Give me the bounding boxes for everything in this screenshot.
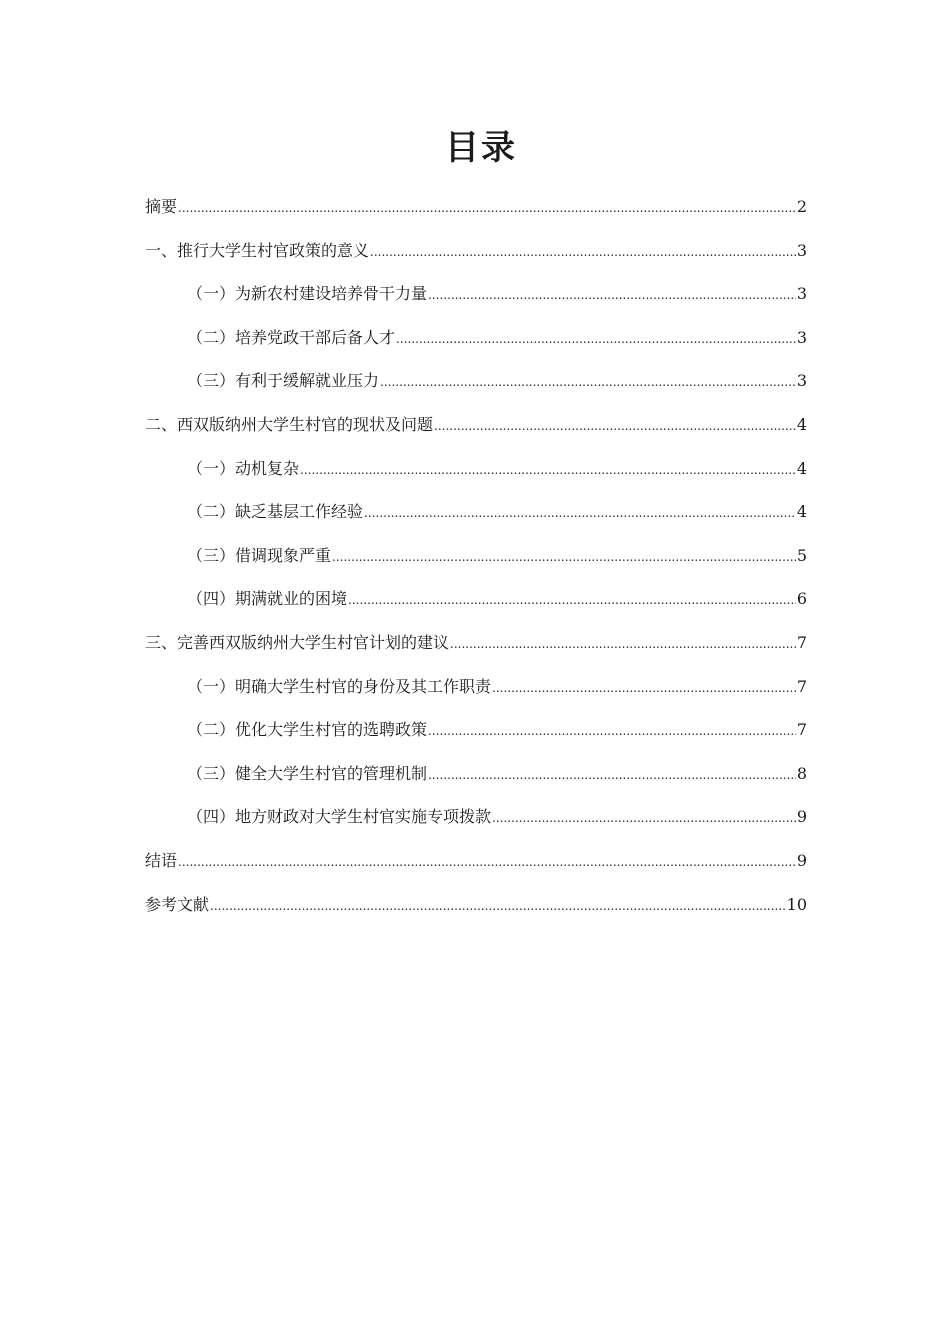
toc-page-number: 5 [796, 545, 807, 565]
toc-page-number: 4 [796, 414, 807, 434]
toc-page-number: 3 [796, 327, 807, 347]
toc-page-number: 4 [796, 458, 807, 478]
toc-page-number: 4 [796, 502, 807, 522]
toc-page-number: 3 [796, 284, 807, 304]
toc-title: 目录 [445, 128, 517, 168]
toc-dot-leader [300, 452, 796, 488]
toc-entry[interactable] [145, 625, 807, 669]
toc-dot-leader [428, 757, 796, 793]
toc-entry-text: （二）缺乏基层工作经验 [187, 502, 364, 522]
toc-entry-text: （一）为新农村建设培养骨干力量 [187, 284, 428, 304]
toc-entry-text: （三）借调现象严重 [187, 545, 332, 565]
table-of-contents [145, 189, 807, 930]
toc-dot-leader [492, 800, 796, 836]
toc-page-number: 9 [796, 807, 807, 827]
toc-entry-text: （四）地方财政对大学生村官实施专项拨款 [187, 807, 492, 827]
toc-page-number: 10 [786, 894, 807, 914]
toc-entry[interactable] [145, 799, 807, 843]
toc-dot-leader [428, 713, 796, 749]
toc-page-number: 6 [796, 589, 807, 609]
toc-entry[interactable] [145, 189, 807, 233]
toc-entry[interactable] [145, 581, 807, 625]
toc-dot-leader [370, 234, 796, 270]
toc-dot-leader [210, 888, 786, 924]
toc-dot-leader [348, 582, 796, 618]
toc-entry-text: 结语 [145, 850, 178, 870]
toc-entry[interactable] [145, 843, 807, 887]
toc-entry-text: （一）动机复杂 [187, 458, 300, 478]
toc-entry-text: （一）明确大学生村官的身份及其工作职责 [187, 676, 492, 696]
toc-page-number: 7 [796, 676, 807, 696]
toc-entry[interactable] [145, 233, 807, 277]
toc-entry-text: （三）有利于缓解就业压力 [187, 371, 380, 391]
toc-entry[interactable] [145, 669, 807, 713]
toc-entry-text: 二、西双版纳州大学生村官的现状及问题 [145, 414, 434, 434]
toc-page-number: 8 [796, 763, 807, 783]
toc-entry[interactable] [145, 363, 807, 407]
toc-entry[interactable] [145, 756, 807, 800]
toc-dot-leader [396, 321, 796, 357]
toc-dot-leader [332, 539, 796, 575]
toc-dot-leader [492, 670, 796, 706]
toc-entry[interactable] [145, 451, 807, 495]
toc-page-number: 9 [796, 850, 807, 870]
toc-page-number: 7 [796, 632, 807, 652]
toc-entry-text: 摘要 [145, 197, 178, 216]
toc-dot-leader [178, 844, 796, 880]
toc-entry[interactable] [145, 407, 807, 451]
toc-entry-text: （二）优化大学生村官的选聘政策 [187, 720, 428, 740]
toc-dot-leader [380, 364, 796, 400]
toc-entry-text: 参考文献 [145, 894, 210, 914]
toc-dot-leader [178, 190, 796, 226]
toc-dot-leader [450, 626, 796, 662]
toc-page-number: 2 [796, 197, 807, 216]
toc-page-number: 3 [796, 371, 807, 391]
toc-entry[interactable] [145, 494, 807, 538]
toc-dot-leader [364, 495, 796, 531]
toc-entry-text: 三、完善西双版纳州大学生村官计划的建议 [145, 632, 450, 652]
toc-entry-text: 一、推行大学生村官政策的意义 [145, 240, 370, 260]
toc-dot-leader [434, 408, 796, 444]
toc-entry-text: （二）培养党政干部后备人才 [187, 327, 396, 347]
toc-page-number: 7 [796, 720, 807, 740]
toc-entry-text: （四）期满就业的困境 [187, 589, 348, 609]
toc-entry[interactable] [145, 887, 807, 931]
toc-page-number: 3 [796, 240, 807, 260]
toc-entry[interactable] [145, 538, 807, 582]
toc-entry[interactable] [145, 320, 807, 364]
toc-entry[interactable] [145, 276, 807, 320]
toc-entry-text: （三）健全大学生村官的管理机制 [187, 763, 428, 783]
toc-entry[interactable] [145, 712, 807, 756]
toc-dot-leader [428, 277, 796, 313]
